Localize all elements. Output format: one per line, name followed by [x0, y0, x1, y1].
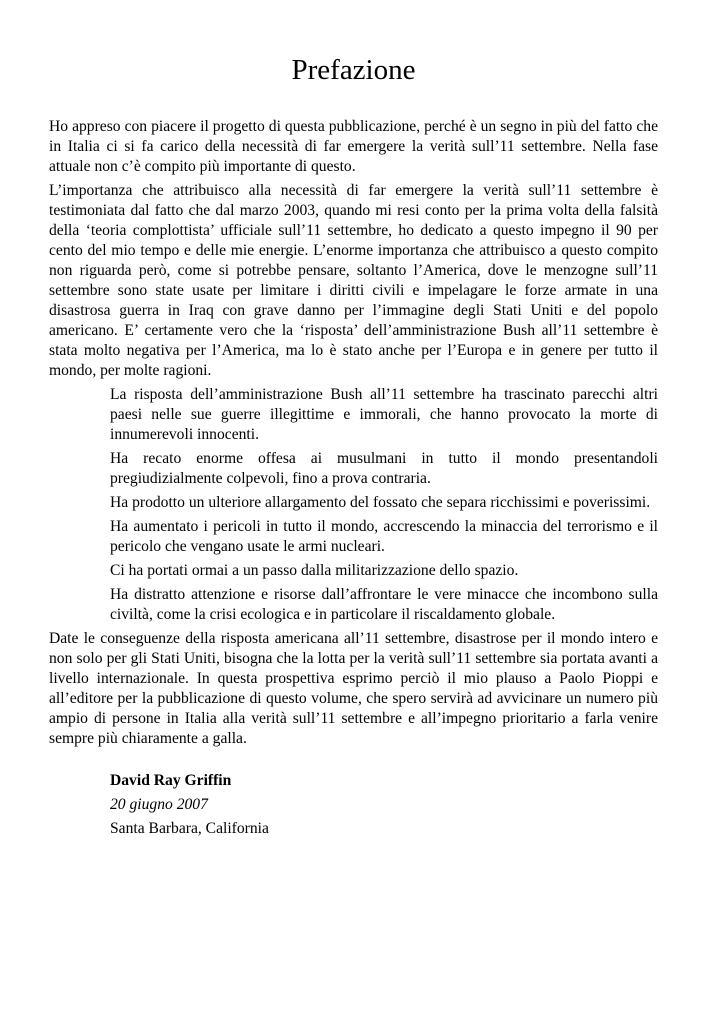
consequence-item: Ci ha portati ormai a un passo dalla militarizzazione dello spazio. — [110, 562, 519, 579]
consequence-item: Ha aumentato i pericoli in tutto il mondo, accrescendo la minaccia del terrorismo e il pericolo che vengano usate le armi nucleari. — [110, 518, 658, 555]
signature-date: 20 giugno 2007 — [110, 796, 208, 813]
consequence-item: Ha prodotto un ulteriore allargamento del fossato che separa ricchissimi e poverissimi. — [110, 494, 651, 511]
page-title: Prefazione — [291, 54, 416, 86]
consequence-item: Ha distratto attenzione e risorse dall’affrontare le vere minacce che incombono sulla civiltà, come la crisi ecologica e in particolare il riscaldamento globale. — [110, 586, 658, 623]
consequence-item: La risposta dell’amministrazione Bush all’11 settembre ha trascinato parecchi altri paesi nelle sue guerre illegittime e immorali, che hanno provocato la morte di innumerevoli innocenti. — [110, 386, 658, 443]
paragraph-intro: Ho appreso con piacere il progetto di questa pubblicazione, perché è un segno in più del fatto che in Italia ci si fa carico della necessità di far emergere la verità sull’11 settembre. Nella fase attuale non c’è compito più importante di questo. — [49, 118, 658, 175]
paragraph-conclusion: Date le conseguenze della risposta americana all’11 settembre, disastrose per il mondo intero e non solo per gli Stati Uniti, bisogna che la lotta per la verità sull’11 settembre sia portata avanti a livello internazionale. In questa prospettiva esprimo perciò il mio plauso a Paolo Pioppi e all’editore per la pubblicazione di questo volume, che spero servirà ad avvicinare un numero più ampio di persone in Italia alla verità sull’11 settembre e all’impegno prioritario a farla venire sempre più chiaramente a galla. — [49, 630, 658, 747]
consequences-list — [49, 385, 658, 625]
consequence-item: Ha recato enorme offesa ai musulmani in tutto il mondo presentandoli pregiudizialmente colpevoli, fino a prova contraria. — [110, 450, 658, 487]
paragraph-importance: L’importanza che attribuisco alla necessità di far emergere la verità sull’11 settembre è testimoniata dal fatto che dal marzo 2003, quando mi resi conto per la prima volta della falsità della ‘teoria complottista’ ufficiale sull’11 settembre, ho dedicato a questo impegno il 90 per cento del mio tempo e delle mie energie. L’enorme importanza che attribuisco a questo compito non riguarda però, come si potrebbe pensare, soltanto l’America, dove le menzogne sull’11 settembre sono state usate per limitare i diritti civili e impelagare le forze armate in una disastrosa guerra in Iraq con grave danno per l’immagine degli Stati Uniti e del popolo americano. E’ certamente vero che la ‘risposta’ dell’amministrazione Bush all’11 settembre è stata molto negativa per l’America, ma lo è stato anche per l’Europa e in genere per tutto il mondo, per molte ragioni. — [49, 182, 658, 379]
document-body — [49, 117, 658, 843]
signature-block — [49, 771, 658, 839]
signature-author: David Ray Griffin — [110, 772, 232, 789]
signature-place: Santa Barbara, California — [110, 820, 269, 837]
